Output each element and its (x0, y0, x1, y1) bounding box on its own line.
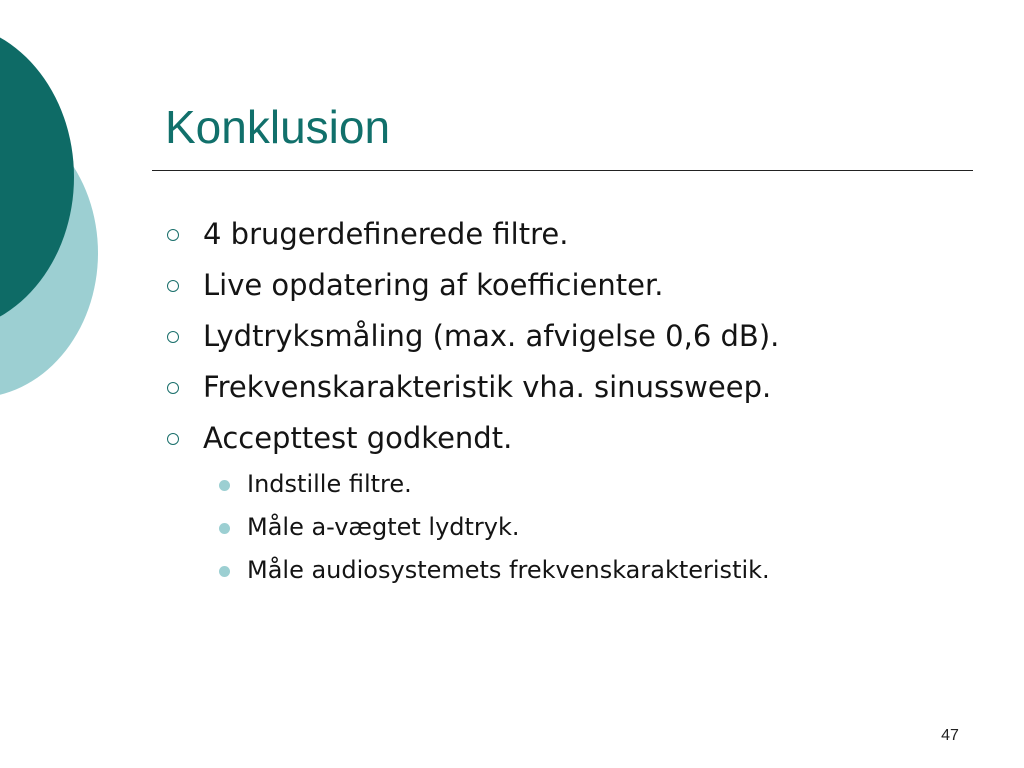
bullet-item (164, 212, 1004, 263)
filled-dot-bullet-icon (219, 566, 230, 577)
bullet-item (164, 263, 1004, 314)
sub-bullet-item (215, 465, 995, 508)
hollow-circle-bullet-icon (167, 382, 179, 394)
bullet-item (164, 314, 1004, 365)
sub-bullet-list (215, 465, 995, 594)
bullet-item (164, 365, 1004, 416)
title-divider (152, 170, 973, 171)
sub-bullet-text: Indstille filtre. (247, 470, 412, 498)
sub-bullet-item (215, 551, 995, 594)
bullet-text: Lydtryksmåling (max. afvigelse 0,6 dB). (203, 319, 780, 353)
filled-dot-bullet-icon (219, 523, 230, 534)
slide-title: Konklusion (165, 101, 391, 153)
hollow-circle-bullet-icon (167, 229, 179, 241)
hollow-circle-bullet-icon (167, 433, 179, 445)
bullet-list (164, 212, 1004, 467)
bullet-text: Accepttest godkendt. (203, 421, 513, 455)
page-number: 47 (941, 727, 959, 744)
bullet-item (164, 416, 1004, 467)
sub-bullet-item (215, 508, 995, 551)
hollow-circle-bullet-icon (167, 280, 179, 292)
hollow-circle-bullet-icon (167, 331, 179, 343)
filled-dot-bullet-icon (219, 480, 230, 491)
bullet-text: 4 brugerdefinerede filtre. (203, 217, 569, 251)
sub-bullet-text: Måle a-vægtet lydtryk. (247, 513, 520, 541)
bullet-text: Frekvenskarakteristik vha. sinussweep. (203, 370, 772, 404)
bullet-text: Live opdatering af koefficienter. (203, 268, 664, 302)
sub-bullet-text: Måle audiosystemets frekvenskarakteristik. (247, 556, 770, 584)
